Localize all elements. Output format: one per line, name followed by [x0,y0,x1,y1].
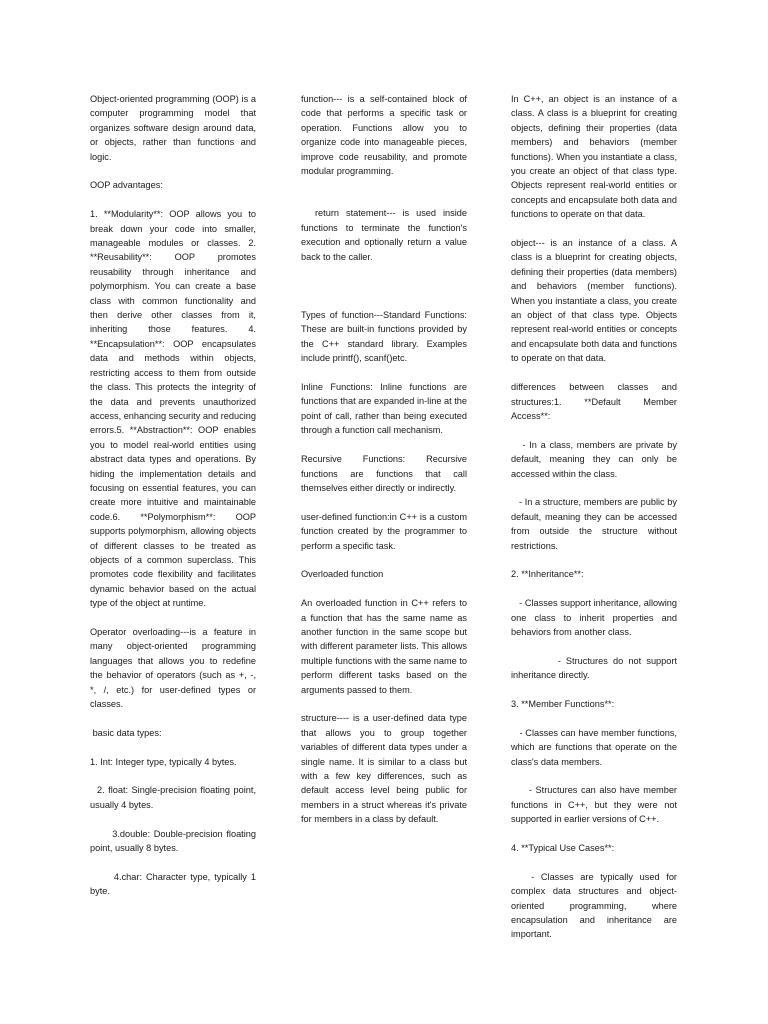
overloaded-function-paragraph: An overloaded function in C++ refers to a function that has the same name as another function in the same scope but with different parameter lists. This allows multiple functions with the same name to perform different tasks based on the arguments passed to them. [301,598,470,695]
class-use-cases-paragraph: - Classes are typically used for complex data structures and object-oriented programming, where encapsulation and inheritance are important. [511,871,680,940]
data-type-char: 4.char: Character type, typically 1 byte. [90,871,259,897]
column-middle [301,92,470,827]
oop-definition-paragraph: Object-oriented programming (OOP) is a computer programming model that organizes software design around data, or objects, rather than functions and logic. [90,94,259,162]
member-functions-heading: 3. **Member Functions**: [511,698,615,709]
function-definition-paragraph: function--- is a self-contained block of code that performs a specific task or operation. Functions allow you to organize code into manageable pieces, improve code reusability, and promote modular programming. [301,94,470,177]
basic-data-types-heading: basic data types: [90,727,162,738]
data-type-double: 3.double: Double-precision floating point, usually 8 bytes. [90,828,259,854]
spacer [301,178,467,206]
return-statement-paragraph: return statement--- is used inside functions to terminate the function's execution and optionally return a value back to the caller. [301,208,470,262]
overloaded-function-heading: Overloaded function [301,569,384,580]
operator-overloading-paragraph: Operator overloading---is a feature in many object-oriented programming languages that allows you to redefine the behavior of operators (such as +, -, *, /, etc.) for user-defined types or classes. [90,626,259,710]
user-defined-function-paragraph: user-defined function:in C++ is a custom function created by the programmer to perform a specific task. [301,511,470,551]
typical-use-cases-heading: 4. **Typical Use Cases**: [511,842,615,853]
recursive-functions-paragraph: Recursive Functions: Recursive functions are functions that call themselves either directly or indirectly. [301,454,470,493]
data-type-float: 2. float: Single-precision floating point, usually 4 bytes. [90,785,259,810]
structure-inheritance-paragraph: - Structures do not support inheritance directly. [511,655,680,681]
object-definition-paragraph: object--- is an instance of a class. A class is a blueprint for creating objects, defining their properties (data members) and behaviors (member functions). When you instantiate a class, you create an object of that class type. Objects represent real-world entities or concepts and encapsulate both data and functions to operate on that data. [511,238,680,364]
class-member-functions-paragraph: - Classes can have member functions, which are functions that operate on the class's data members. [511,727,680,767]
structure-definition-paragraph: structure---- is a user-defined data type that allows you to group together variables of different data types under a single name. It is similar to a class but with a few key differences, such as default access level being public for members in a struct whereas it's private for members in a class by default. [301,713,470,825]
oop-advantages-list: 1. **Modularity**: OOP allows you to break down your code into smaller, manageable modules or classes. 2. **Reusability**: OOP promotes reusability through inheritance and polymorphism. You can create a base class with common functionality and then derive other classes from it, inheriting those features. 4. **Encapsulation**: OOP encapsulates data and methods within objects, restricting access to them from outside the class. This protects the integrity of the data and prevents unauthorized access, enhancing security and reducing errors.5. **Abstraction**: OOP enables you to model real-world entities using abstract data types and operations. By hiding the implementation details and focusing on essential features, you can create more intuitive and maintainable code.6. **Polymorphism**: OOP supports polymorphism, allowing objects of different classes to be treated as objects of a common superclass. This promotes code flexibility and facilitates dynamic behavior based on the actual type of the object at runtime. [90,209,259,609]
data-type-int: 1. Int: Integer type, typically 4 bytes. [90,756,237,767]
inline-functions-paragraph: Inline Functions: Inline functions are functions that are expanded in-line at the point of call, rather than being executed through a function call mechanism. [301,382,470,436]
structure-public-default-paragraph: - In a structure, members are public by default, meaning they can be accessed from outside the structure without restrictions. [511,497,680,551]
structure-member-functions-paragraph: - Structures can also have member functions in C++, but they were not supported in earlier versions of C++. [511,785,680,825]
class-inheritance-paragraph: - Classes support inheritance, allowing one class to inherit properties and behaviors from another class. [511,598,680,637]
inheritance-heading: 2. **Inheritance**: [511,569,584,580]
class-private-default-paragraph: - In a class, members are private by default, meaning they can only be accessed within the class. [511,439,680,479]
class-vs-structure-heading: differences between classes and structures:1. **Default Member Access**: [511,382,680,421]
spacer [301,264,467,308]
object-cpp-paragraph: In C++, an object is an instance of a class. A class is a blueprint for creating objects, defining their properties (data members) and behaviors (member functions). When you instantiate a class, you create an object of that class type. Objects represent real-world entities or concepts and encapsulate both data and functions to operate on that data. [511,94,680,220]
standard-functions-paragraph: Types of function---Standard Functions: These are built-in functions provided by the C++ standard library. Examples include printf(), scanf()etc. [301,310,470,364]
column-left [90,92,259,899]
column-right [511,92,680,942]
oop-advantages-heading: OOP advantages: [90,180,163,191]
